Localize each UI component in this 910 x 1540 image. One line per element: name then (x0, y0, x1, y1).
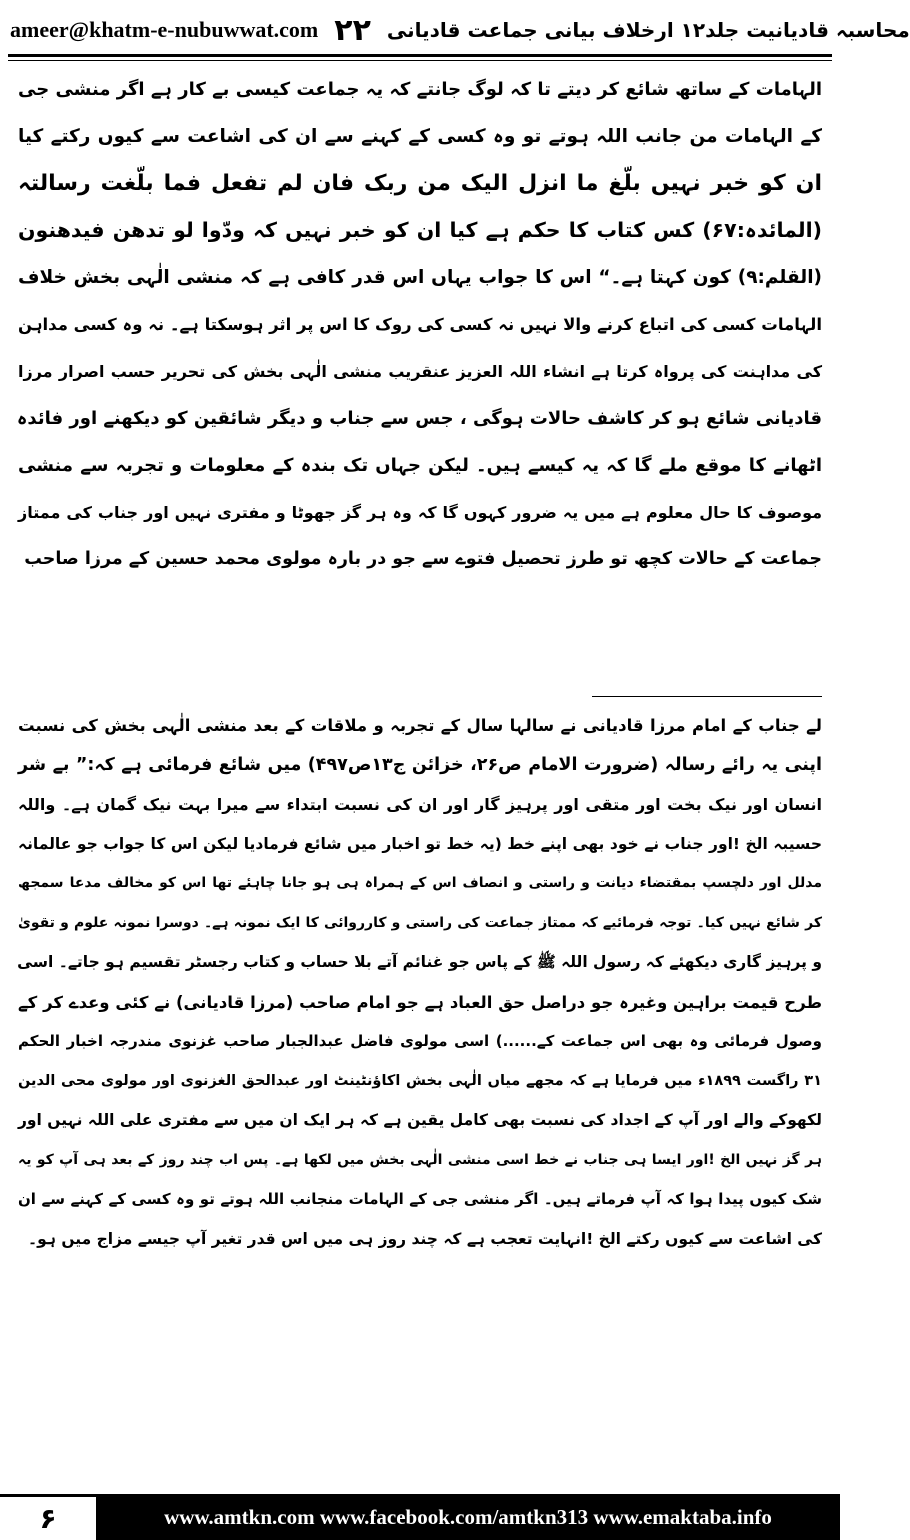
footer-websites: www.amtkn.com www.facebook.com/amtkn313 www.emaktaba.info (96, 1494, 840, 1540)
header-page-number: ۲۲ (334, 12, 371, 48)
footnote-line: کر شائع نہیں کیا۔ توجہ فرمائیے کہ ممتاز جماعت کی راستی و کارروائی کا ایک نمونہ ہے۔ دوسرا نمونہ علوم و تقویٰ (18, 914, 822, 931)
footer-page-number: ۶ (0, 1494, 96, 1540)
body-line: (القلم:۹) کون کہتا ہے۔“ اس کا جواب یہاں اس قدر کافی ہے کہ منشی الٰہی بخش خلاف (18, 267, 822, 288)
body-line: جماعت کے حالات کچھ تو طرز تحصیل فتوے سے جو در بارہ مولوی محمد حسین کے مرزا صاحب (24, 549, 822, 569)
footnote-line: اپنی یہ رائے رسالہ (ضرورت الامام ص۲۶، خزائن ج۱۳ص۴۹۷) میں شائع فرمائی ہے کہ:” بے شر (18, 754, 823, 775)
page-footer (0, 1494, 840, 1540)
footnote-line: وصول فرمائی وہ بھی اس جماعت کے......) اسی مولوی فاضل عبدالجبار صاحب غزنوی مندرجہ اخبار الحکم (18, 1032, 822, 1050)
body-line: اٹھانے کا موقع ملے گا کہ یہ کیسے ہیں۔ لیکن جہاں تک بندہ کے معلومات و تجربہ سے منشی (18, 455, 822, 476)
footnote-line: لکھوکے والے اور آپ کے اجداد کی نسبت بھی کامل یقین ہے کہ ہر ایک ان میں سے مفتری علی اللہ نہیں اور (18, 1111, 822, 1129)
body-line: ان کو خبر نہیں بلّغ ما انزل الیک من ربک فان لم تفعل فما بلّغت رسالتہ (18, 171, 822, 196)
footnote-separator (592, 696, 822, 697)
body-line: (المائدہ:۶۷) کس کتاب کا حکم ہے کیا ان کو خبر نہیں کہ ودّوا لو تدھن فیدھنون (18, 218, 822, 242)
body-line: کی مداہنت کی پرواہ کرتا ہے انشاء اللہ العزیز عنقریب منشی الٰہی بخش کی تحریر حسب اصرار مرزا (18, 362, 822, 381)
footnote-line: طرح قیمت براہین وغیرہ جو دراصل حق العباد ہے جو امام صاحب (مرزا قادیانی) نے کئی وعدے کر کے (18, 992, 822, 1012)
body-line: قادیانی شائع ہو کر کاشف حالات ہوگی ، جس سے جناب و دیگر شائقین کو دیکھنے اور فائدہ (16, 408, 822, 429)
footnote-line: ہر گز نہیں الخ !اور ایسا ہی جناب نے خط اسی منشی الٰہی بخش میں لکھا ہے۔ پس اب چند روز کے بعد ہی آپ کو یہ (18, 1151, 822, 1168)
footnote-line: کی اشاعت سے کیوں رکتے الخ !انہایت تعجب ہے کہ چند روز ہی میں اس قدر تغیر آپ جیسے مزاج میں ہو۔ (28, 1229, 822, 1248)
header-email: ameer@khatm-e-nubuwwat.com (10, 17, 319, 42)
body-line: موصوف کا حال معلوم ہے میں یہ ضرور کہوں گا کہ وہ ہر گز جھوٹا و مفتری نہیں اور جناب کی ممتاز (18, 503, 822, 522)
footnote-line: شک کیوں پیدا ہوا کہ آپ فرماتے ہیں۔ اگر منشی جی کے الہامات منجانب اللہ ہوتے تو وہ کسی کے کہنے سے ان (18, 1190, 822, 1208)
footnote-line: و پرہیز گاری دیکھئے کہ رسول اللہ ﷺ کے پاس جو غنائم آتے بلا حساب و کتاب رجسٹر تقسیم ہو جاتے۔ اسی (17, 953, 822, 971)
body-line: کے الہامات من جانب اللہ ہوتے تو وہ کسی کے کہنے سے ان کی اشاعت سے کیوں رکتے کیا (18, 126, 822, 147)
header-rule-thin (8, 60, 832, 61)
body-text (18, 66, 822, 583)
footnote-line: مدلل اور دلچسپ بمقتضاء دیانت و راستی و انصاف اس کے ہمراہ ہی ہو جانا چاہئے تھا اس کو مخالف مدعا سمجھ (18, 875, 822, 891)
header-title: محاسبہ قادیانیت جلد۱۲ ارخلاف بیانی جماعت قادیانی (386, 18, 910, 42)
body-line: الہامات کے ساتھ شائع کر دیتے تا کہ لوگ جانتے کہ یہ جماعت کیسی بے کار ہے اگر منشی جی (18, 79, 822, 100)
body-line: الہامات کسی کی اتباع کرنے والا نہیں نہ کسی کی روک کا اس پر اثر ہوسکتا ہے۔ نہ وہ کسی مداہن (18, 315, 822, 334)
footnote-line: انسان اور نیک بخت اور متقی اور پرہیز گار اور ان کی نسبت ابتداء سے میرا بہت نیک گمان ہے۔ واللہ (18, 795, 822, 814)
page-header (10, 8, 910, 52)
footnote-line: حسیبہ الخ !اور جناب نے خود بھی اپنے خط (یہ خط تو اخبار میں شائع فرمادیا لیکن اس کا جواب جو عالمانہ (18, 834, 822, 853)
header-rule (8, 54, 832, 57)
footnote-line: لے جناب کے امام مرزا قادیانی نے سالہا سال کے تجربہ و ملاقات کے بعد منشی الٰہی بخش کی نسبت (18, 716, 822, 735)
footnotes (18, 706, 822, 1259)
footnote-line: ۳۱ راگست ۱۸۹۹ء میں فرمایا ہے کہ مجھے میاں الٰہی بخش اکاؤنٹینٹ اور عبدالحق الغزنوی اور مولوی محی الدین (18, 1072, 822, 1089)
